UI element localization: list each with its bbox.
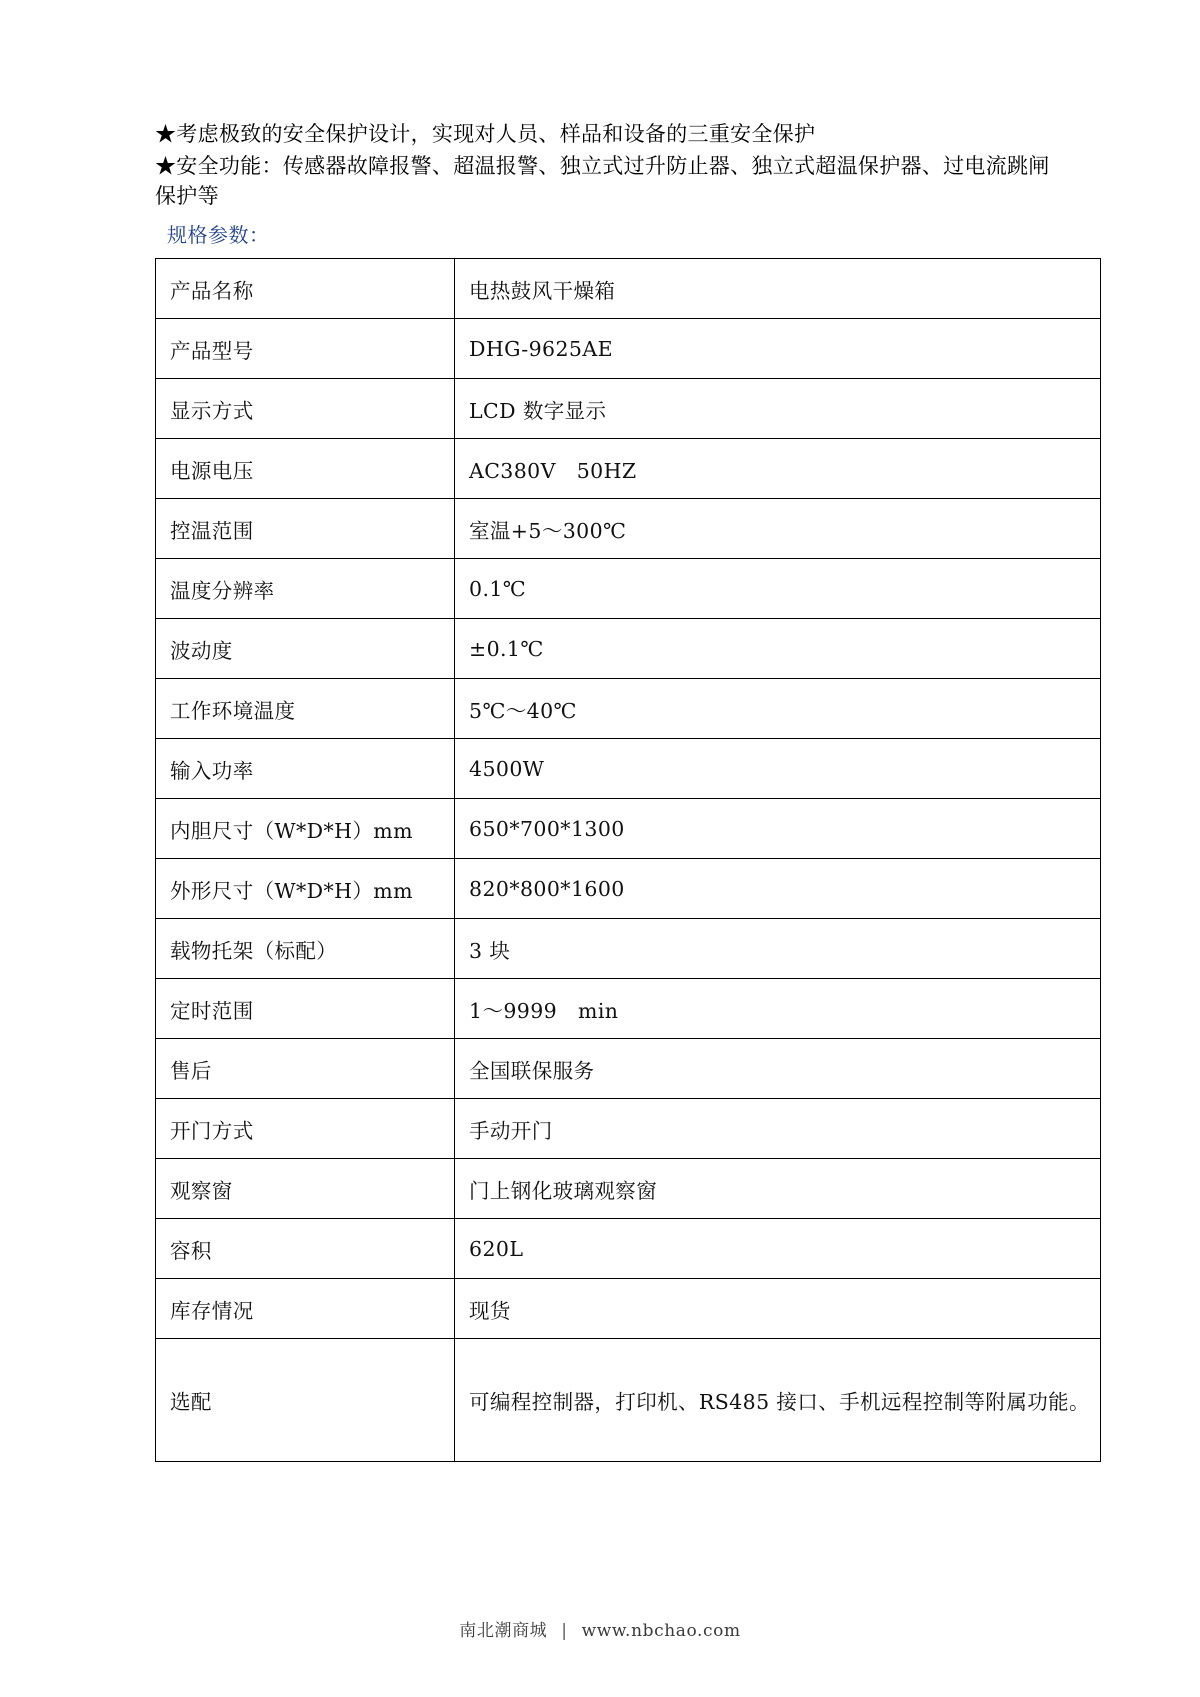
row-value: 820*800*1600 (455, 859, 1101, 919)
row-value: 门上钢化玻璃观察窗 (455, 1159, 1101, 1219)
footer-separator: | (561, 1621, 568, 1641)
row-label: 温度分辨率 (156, 559, 455, 619)
row-label: 定时范围 (156, 979, 455, 1039)
row-label: 容积 (156, 1219, 455, 1279)
row-value: 3 块 (455, 919, 1101, 979)
row-value: 电热鼓风干燥箱 (455, 259, 1101, 319)
row-label: 显示方式 (156, 379, 455, 439)
table-row (156, 1159, 1101, 1219)
row-value: 5℃～40℃ (455, 679, 1101, 739)
intro-bullet-1 (155, 120, 1070, 150)
row-label: 电源电压 (156, 439, 455, 499)
row-label: 库存情况 (156, 1279, 455, 1339)
table-row (156, 1099, 1101, 1159)
row-value: ±0.1℃ (455, 619, 1101, 679)
table-row (156, 559, 1101, 619)
row-value: 现货 (455, 1279, 1101, 1339)
row-value: 可编程控制器，打印机、RS485 接口、手机远程控制等附属功能。 (455, 1339, 1101, 1462)
table-row (156, 619, 1101, 679)
table-row (156, 739, 1101, 799)
row-label: 工作环境温度 (156, 679, 455, 739)
row-value: 1～9999 min (455, 979, 1101, 1039)
table-row (156, 379, 1101, 439)
row-label: 产品型号 (156, 319, 455, 379)
row-label: 开门方式 (156, 1099, 455, 1159)
footer-url: www.nbchao.com (581, 1621, 741, 1641)
row-label: 观察窗 (156, 1159, 455, 1219)
row-value: 4500W (455, 739, 1101, 799)
row-label: 波动度 (156, 619, 455, 679)
row-value: 室温+5～300℃ (455, 499, 1101, 559)
table-row (156, 679, 1101, 739)
intro-bullet-1-text: ★考虑极致的安全保护设计，实现对人员、样品和设备的三重安全保护 (155, 122, 816, 146)
spec-section-label: 规格参数： (167, 223, 270, 248)
table-row (156, 1039, 1101, 1099)
row-label: 外形尺寸（W*D*H）mm (156, 859, 455, 919)
table-row (156, 319, 1101, 379)
intro-bullet-2-text: ★安全功能：传感器故障报警、超温报警、独立式过升防止器、独立式超温保护器、过电流跳闸保护等 (155, 153, 1050, 208)
row-label: 载物托架（标配） (156, 919, 455, 979)
specification-table-body (156, 259, 1101, 1462)
table-row (156, 1339, 1101, 1462)
table-row (156, 439, 1101, 499)
row-label: 输入功率 (156, 739, 455, 799)
table-row (156, 1279, 1101, 1339)
row-value: 手动开门 (455, 1099, 1101, 1159)
row-label: 售后 (156, 1039, 455, 1099)
table-row (156, 259, 1101, 319)
row-value: DHG-9625AE (455, 319, 1101, 379)
table-row (156, 979, 1101, 1039)
row-label: 选配 (156, 1339, 455, 1462)
row-value: AC380V 50HZ (455, 439, 1101, 499)
table-row (156, 799, 1101, 859)
row-value: LCD 数字显示 (455, 379, 1101, 439)
row-label: 产品名称 (156, 259, 455, 319)
row-value: 620L (455, 1219, 1101, 1279)
footer-site-name: 南北潮商城 (459, 1621, 548, 1641)
row-value: 全国联保服务 (455, 1039, 1101, 1099)
row-label: 控温范围 (156, 499, 455, 559)
page-footer (0, 1616, 1200, 1641)
table-row (156, 499, 1101, 559)
specification-table (155, 258, 1101, 1462)
intro-bullet-2 (155, 152, 1070, 212)
table-row (156, 1219, 1101, 1279)
row-value: 0.1℃ (455, 559, 1101, 619)
table-row (156, 859, 1101, 919)
row-label: 内胆尺寸（W*D*H）mm (156, 799, 455, 859)
row-value: 650*700*1300 (455, 799, 1101, 859)
table-row (156, 919, 1101, 979)
